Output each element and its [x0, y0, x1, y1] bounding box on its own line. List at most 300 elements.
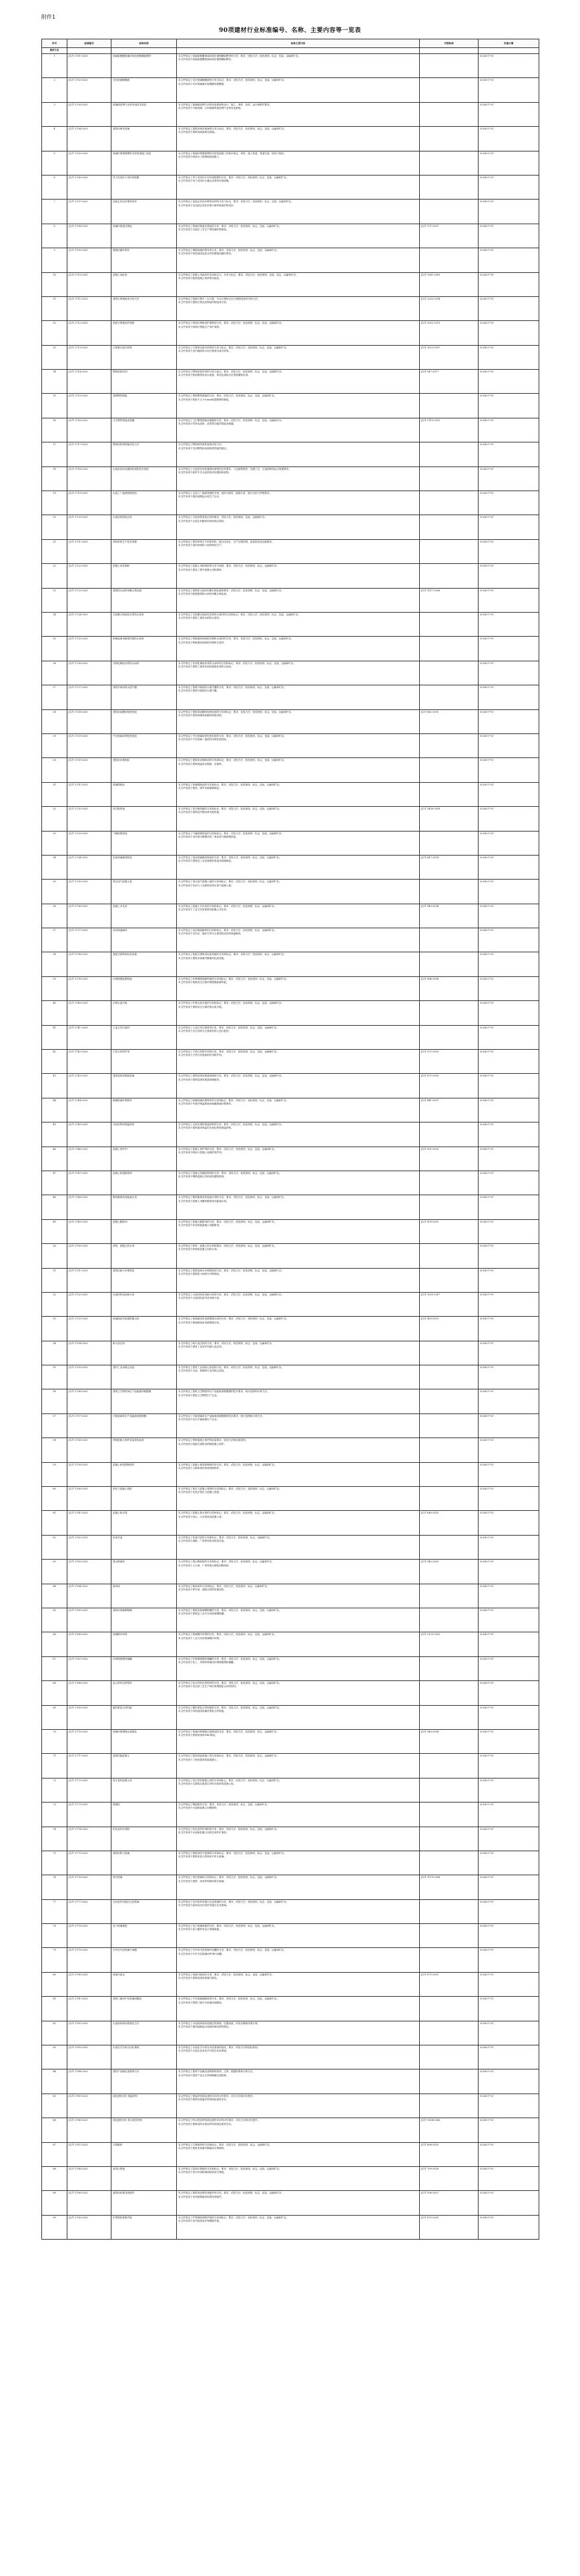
- content-paragraph: 本文件适用于以湿法工艺生产的玻璃纤维薄毡。: [178, 228, 229, 232]
- standard-name: 真空绝热板: [111, 807, 177, 831]
- content-paragraph: 本文件适用于建筑工程用非固化橡胶沥青防水涂料。: [178, 665, 234, 669]
- table-row: [42, 1462, 539, 1486]
- replaced-standard: [420, 1803, 479, 1827]
- standard-name: 再生骨料混凝土砖: [111, 1778, 177, 1802]
- row-number: 54: [42, 1341, 67, 1365]
- implementation-date: 2024-07-01: [479, 2215, 539, 2239]
- standard-code: JC/T 2758-2023: [67, 1438, 111, 1462]
- standard-code: JC/T 2736-2023: [67, 904, 111, 928]
- standard-code: JC/T 2751-2023: [67, 1268, 111, 1292]
- standard-content: [177, 1413, 420, 1437]
- implementation-date: 2024-07-01: [479, 2166, 539, 2190]
- row-number: 9: [42, 248, 67, 272]
- row-number: 10: [42, 272, 67, 296]
- content-paragraph: 本文件规定了石膏基自流平砂浆的分类与标记、要求、试验方法、检验规则、标志、包装、运输和贮存。: [178, 346, 289, 349]
- standard-code: JC/T 2744-2023: [67, 1098, 111, 1122]
- row-number: 34: [42, 855, 67, 879]
- standard-code: JC/T 2734-2023: [67, 855, 111, 879]
- implementation-date: 2024-07-01: [479, 102, 539, 126]
- implementation-date: 2024-07-01: [479, 782, 539, 806]
- implementation-date: 2024-07-01: [479, 2045, 539, 2069]
- table-row: [42, 1584, 539, 1608]
- table-row: [42, 1341, 539, 1365]
- table-row: [42, 1608, 539, 1632]
- replaced-standard: [420, 200, 479, 224]
- standard-name: 低辐射镀膜玻璃用氧化铟锡溅射靶材: [111, 54, 177, 78]
- table-row: [42, 1195, 539, 1219]
- standard-code: JC/T 2741-2023: [67, 1025, 111, 1049]
- replaced-standard: JC/T 2115-2012: [420, 418, 479, 442]
- row-number: 58: [42, 1438, 67, 1462]
- content-paragraph: 本文件规定了水泥用铁质校正料的要求、试验方法、检验规则、包装、运输和贮存。: [178, 516, 267, 519]
- standard-content: [177, 807, 420, 831]
- row-number: 73: [42, 1803, 67, 1827]
- row-number: 16: [42, 418, 67, 442]
- row-number: 19: [42, 491, 67, 515]
- content-paragraph: 本文件适用于结构加固及复合材料增强用碳纤维布。: [178, 252, 234, 256]
- content-paragraph: 本文件适用于配制建筑防水涂料用聚合物乳液。: [178, 592, 229, 595]
- standard-name: 连续玄武岩纤维短切纱: [111, 200, 177, 224]
- standard-name: 装配式建筑用轻质条板: [111, 952, 177, 976]
- content-paragraph: 本文件规定了复合材料拉挤型材的分类、要求、试验方法、检验规则、标志、包装、运输和贮存。: [178, 1682, 282, 1685]
- implementation-date: 2024-07-01: [479, 2021, 539, 2045]
- content-paragraph: 本文件规定了真空绝热板的分类和标记、要求、试验方法、检验规则、标志、包装、运输和贮存。: [178, 808, 282, 811]
- implementation-date: 2024-07-01: [479, 248, 539, 272]
- content-paragraph: 本文件规定了建筑卫生陶瓷单位产品能源消耗限额的技术要求、统计范围和计算方法。: [178, 1390, 270, 1393]
- table-row: [42, 515, 539, 539]
- content-paragraph: 本文件规定了烧结保温砌块的分类和标记、要求、试验方法、检验规则、标志、运输和贮存。: [178, 929, 277, 932]
- replaced-standard: JC/T 901-2002: [420, 1147, 479, 1171]
- replaced-standard: [420, 1389, 479, 1413]
- standard-name: 无机轻集料保温砂浆: [111, 1122, 177, 1147]
- content-paragraph: 本文件规定了建筑用耐火纤维制品的分类、要求、试验方法、检验规则、标志、包装、运输和贮存。: [178, 1269, 284, 1272]
- table-row: [42, 904, 539, 928]
- standard-content: [177, 54, 420, 78]
- standard-code: JC/T 2779-2023: [67, 1948, 111, 1972]
- row-number: 11: [42, 296, 67, 320]
- row-number: 57: [42, 1413, 67, 1437]
- content-paragraph: 本文件规定了混凝土排水管的分类和标记、要求、试验方法、检验规则、标志、运输和贮存。: [178, 1512, 277, 1515]
- table-row: [42, 1875, 539, 1899]
- table-row: [42, 2045, 539, 2069]
- content-paragraph: 本文件适用于显示器件用电子玻璃基板。: [178, 1928, 222, 1931]
- standard-content: [177, 1972, 420, 1996]
- replaced-standard: [420, 1025, 479, 1049]
- standard-code: JC/T 2701-2023: [67, 54, 111, 78]
- table-row: [42, 685, 539, 709]
- section-label: 建材行业: [42, 48, 67, 54]
- table-row: [42, 175, 539, 199]
- table-row: [42, 1365, 539, 1389]
- content-paragraph: 本文件适用于建筑及工业平台用玻璃钢格栅。: [178, 1612, 226, 1616]
- content-paragraph: 本文件规定了纸面石膏板用护面纸的分类、要求、试验方法、检验规则、标志、包装、运输和贮存。: [178, 322, 284, 325]
- replaced-standard: [420, 2045, 479, 2069]
- row-number: 33: [42, 831, 67, 855]
- row-number: 39: [42, 976, 67, 1000]
- table-row: [42, 1972, 539, 1996]
- col-header-name: 标准名称: [111, 39, 177, 48]
- standard-code: JC/T 2709-2023: [67, 248, 111, 272]
- standard-code: JC/T 2756-2023: [67, 1389, 111, 1413]
- standard-code: JC/T 2738-2023: [67, 952, 111, 976]
- replaced-standard: [420, 1487, 479, 1511]
- content-paragraph: 本文件规定了建筑用玻璃钢格栅的分类、要求、试验方法、检验规则、标志、包装、运输和贮存。: [178, 1609, 282, 1612]
- standard-name: 混凝土膨胀剂: [111, 1219, 177, 1243]
- content-paragraph: 本文件适用于结构加固用碳纤维复合材料板。: [178, 1709, 226, 1712]
- standard-content: [177, 685, 420, 709]
- content-paragraph: 本文件适用于光伏玻璃减反射镀膜用镀膜液。: [178, 82, 226, 85]
- col-header-replaced: 代替标准: [420, 39, 479, 48]
- replaced-standard: JC/T 670-2005: [420, 2215, 479, 2239]
- attachment-label: 附件1: [41, 14, 56, 20]
- implementation-date: 2024-07-01: [479, 1317, 539, 1341]
- standard-content: [177, 661, 420, 685]
- content-paragraph: 本文件适用于给排水工程埋地管道施工。: [178, 155, 222, 158]
- implementation-date: 2024-07-01: [479, 515, 539, 539]
- content-paragraph: 本文件规定了碳纤维复合材料板的分类、要求、试验方法、检验规则、标志、包装、运输和贮存。: [178, 1706, 282, 1709]
- replaced-standard: [420, 880, 479, 904]
- standard-code: JC/T 2731-2023: [67, 782, 111, 806]
- standard-code: JC/T 2749-2023: [67, 1219, 111, 1243]
- content-paragraph: 本文件适用于平板玻璃、日用玻璃等熔窑烟气余热发电系统。: [178, 107, 244, 110]
- table-row: [42, 1560, 539, 1584]
- standard-content: [177, 564, 420, 588]
- content-paragraph: 本文件规定了种植屋面用耐根穿刺防水卷材的分类、要求、试验方法、检验规则、标志、包装、运输和贮存。: [178, 637, 294, 641]
- content-paragraph: 本文件适用于汽车夹层玻璃用PVB中间膜。: [178, 1952, 224, 1955]
- replaced-standard: [420, 1899, 479, 1923]
- content-paragraph: 本文件规定了装配式建筑用轻质条板的分类和标记、要求、试验方法、检验规则、标志、运输和贮存。: [178, 953, 286, 956]
- content-paragraph: 本文件适用于喷涂于混凝土表面的养护剂。: [178, 1151, 224, 1154]
- standard-content: [177, 1754, 420, 1778]
- row-number: 67: [42, 1656, 67, 1680]
- implementation-date: 2024-07-01: [479, 1875, 539, 1899]
- row-number: 31: [42, 782, 67, 806]
- replaced-standard: [420, 1584, 479, 1608]
- standard-content: [177, 1001, 420, 1025]
- row-number: 84: [42, 2069, 67, 2094]
- document-title: 90项建材行业标准编号、名称、主要内容等一览表: [218, 27, 362, 34]
- implementation-date: 2024-07-01: [479, 1025, 539, 1049]
- replaced-standard: [420, 782, 479, 806]
- standard-name: 混凝土用机制砂: [111, 564, 177, 588]
- replaced-standard: JC/T 640-2010: [420, 1511, 479, 1535]
- content-paragraph: 本文件规定了植草砖的分类和标记、要求、试验方法、检验规则、标志、运输和贮存。: [178, 1584, 270, 1588]
- content-paragraph: 本文件适用于建筑非承重内隔墙用石膏砌块。: [178, 2146, 226, 2150]
- replaced-standard: [420, 2021, 479, 2045]
- standard-content: [177, 2094, 420, 2118]
- standard-content: [177, 880, 420, 904]
- content-paragraph: 本文件规定了气凝胶绝热毡的分类和标记、要求、试验方法、检验规则、标志、包装、运输和贮存。: [178, 832, 284, 835]
- replaced-standard: [420, 1535, 479, 1559]
- table-row: [42, 1050, 539, 1074]
- table-row: [42, 782, 539, 806]
- content-paragraph: 本文件规定了防水密封材料绿色建材评价的评价要求、评价方法和评价程序。: [178, 2119, 260, 2122]
- replaced-standard: JC/T 872-2000: [420, 1074, 479, 1098]
- standard-name: 建筑用岩棉制品: [111, 758, 177, 782]
- content-paragraph: 本文件适用于各类陶瓷砖表面防滑性能的测定。: [178, 446, 229, 450]
- standard-code: JC/T 2720-2023: [67, 515, 111, 539]
- content-paragraph: 本文件规定了玻璃熔窑烟气余热发电系统的设计、施工、调试、验收、运行和维护要求。: [178, 103, 272, 106]
- standard-code: JC/T 2790-2023: [67, 2215, 111, 2239]
- standard-content: [177, 952, 420, 976]
- standard-name: 耐碱玻璃纤维网布: [111, 1098, 177, 1122]
- replaced-standard: [420, 1001, 479, 1025]
- implementation-date: 2024-07-01: [479, 1268, 539, 1292]
- standard-name: 水泥胶砂流动度测定方法: [111, 2021, 177, 2045]
- standard-name: 建筑用调光玻璃: [111, 127, 177, 151]
- implementation-date: 2024-07-01: [479, 1924, 539, 1948]
- standard-name: 烧结保温砌块: [111, 928, 177, 952]
- standard-code: JC/T 2771-2023: [67, 1754, 111, 1778]
- row-number: 66: [42, 1632, 67, 1656]
- replaced-standard: [420, 758, 479, 782]
- table-row: [42, 588, 539, 612]
- content-paragraph: 本文件适用于工程用超高性能混凝土。: [178, 1758, 220, 1761]
- standard-name: 建筑装饰用微晶玻璃: [111, 1074, 177, 1098]
- implementation-date: 2024-07-01: [479, 394, 539, 418]
- replaced-standard: JC/T 2450-2018: [420, 807, 479, 831]
- table-row: [42, 442, 539, 466]
- row-number: 13: [42, 345, 67, 369]
- standard-content: [177, 272, 420, 296]
- content-paragraph: 本文件适用于建筑墙体保温用无机轻集料保温砂浆。: [178, 1126, 234, 1130]
- table-row: [42, 1681, 539, 1705]
- standard-name: 水泥用铁质校正料: [111, 515, 177, 539]
- standard-content: [177, 1244, 420, 1268]
- standard-code: JC/T 2705-2023: [67, 151, 111, 175]
- implementation-date: 2024-07-01: [479, 2191, 539, 2215]
- implementation-date: 2024-07-01: [479, 1122, 539, 1147]
- implementation-date: 2024-07-01: [479, 2094, 539, 2118]
- row-number: 76: [42, 1875, 67, 1899]
- standard-content: [177, 2021, 420, 2045]
- content-paragraph: 本文件适用于低辐射镀膜玻璃用氧化铟锡溅射靶材。: [178, 58, 234, 61]
- standard-content: [177, 1462, 420, 1486]
- standard-code: JC/T 2735-2023: [67, 880, 111, 904]
- row-number: 27: [42, 685, 67, 709]
- standard-content: [177, 1341, 420, 1365]
- row-number: 22: [42, 564, 67, 588]
- standard-code: JC/T 2747-2023: [67, 1171, 111, 1195]
- standard-code: JC/T 2774-2023: [67, 1827, 111, 1851]
- content-paragraph: 本文件规定了建筑用防火玻璃的分类和标记、要求、试验方法、检验规则、标志、包装、运输和贮存。: [178, 1851, 286, 1855]
- table-row: [42, 2215, 539, 2239]
- row-number: 61: [42, 1511, 67, 1535]
- implementation-date: 2024-07-01: [479, 1827, 539, 1851]
- content-paragraph: 本文件适用于建筑工程用自粘防水卷材。: [178, 617, 222, 620]
- row-number: 28: [42, 709, 67, 733]
- table-header-row: [42, 39, 539, 48]
- row-number: 2: [42, 78, 67, 102]
- content-paragraph: 本文件适用于钢筋混凝土结构用防腐阻锈剂。: [178, 1175, 226, 1179]
- col-header-no: 序号: [42, 39, 67, 48]
- row-number: 8: [42, 224, 67, 248]
- standard-content: [177, 1219, 420, 1243]
- standard-name: 粒化高炉矿渣粉: [111, 1827, 177, 1851]
- content-paragraph: 本文件规定了水泥窑协同处置固体废物的总体要求、入窑废物特性、处置工艺、污染控制和运行管理要求。: [178, 467, 291, 470]
- table-row: [42, 394, 539, 418]
- content-paragraph: 本文件规定了无机轻集料保温砂浆的分类、要求、试验方法、检验规则、标志、包装、运输和贮存。: [178, 1123, 284, 1126]
- standard-name: 纸面石膏板用护面纸: [111, 321, 177, 345]
- standard-name: 非固化橡胶沥青防水涂料: [111, 661, 177, 685]
- standard-content: [177, 1803, 420, 1827]
- standard-name: 玻璃马赛克: [111, 1972, 177, 1996]
- table-row: [42, 2166, 539, 2190]
- standard-name: 纤维增强塑料储罐: [111, 1656, 177, 1680]
- implementation-date: 2024-07-01: [479, 709, 539, 733]
- content-paragraph: 本文件适用于建筑用无石棉纤维水泥平板。: [178, 1005, 224, 1008]
- implementation-date: 2024-07-01: [479, 1705, 539, 1729]
- standard-code: JC/T 2726-2023: [67, 661, 111, 685]
- implementation-date: 2024-07-01: [479, 1681, 539, 1705]
- standard-content: [177, 1098, 420, 1122]
- standard-content: [177, 1729, 420, 1753]
- content-paragraph: 本文件适用于建筑及冷链用真空绝热板。: [178, 811, 222, 814]
- table-row: [42, 1632, 539, 1656]
- content-paragraph: 本文件适用于补偿收缩混凝土用膨胀剂。: [178, 1224, 222, 1227]
- replaced-standard: [420, 661, 479, 685]
- table-row: [42, 1001, 539, 1025]
- standard-content: [177, 1317, 420, 1341]
- row-number: 69: [42, 1705, 67, 1729]
- content-paragraph: 本文件规定了泡沫玻璃绝热制品的分类、要求、试验方法、检验规则、标志、包装、运输和贮存。: [178, 856, 282, 859]
- standard-code: JC/T 2745-2023: [67, 1122, 111, 1147]
- replaced-standard: [420, 612, 479, 636]
- standard-code: JC/T 2713-2023: [67, 345, 111, 369]
- replaced-standard: JC/T 841-2007: [420, 1098, 479, 1122]
- replaced-standard: JC/T 698-2010: [420, 2142, 479, 2166]
- standard-name: 水泥工厂能源管理规范: [111, 491, 177, 515]
- content-paragraph: 本文件规定了水泥胶砂流动度测定的原理、仪器设备、试验步骤和结果计算。: [178, 2021, 260, 2025]
- replaced-standard: JC/T 799-2016: [420, 2166, 479, 2190]
- standard-name: 水泥化学分析自动化系统: [111, 2045, 177, 2069]
- standard-content: [177, 1948, 420, 1972]
- row-number: 62: [42, 1535, 67, 1559]
- replaced-standard: [420, 564, 479, 588]
- standard-content: [177, 1195, 420, 1219]
- implementation-date: 2024-07-01: [479, 296, 539, 320]
- standard-content: [177, 248, 420, 272]
- table-row: [42, 880, 539, 904]
- table-row: [42, 466, 539, 491]
- standard-code: JC/T 2770-2023: [67, 1729, 111, 1753]
- replaced-standard: [420, 685, 479, 709]
- standard-content: [177, 733, 420, 757]
- standard-code: JC/T 2777-2023: [67, 1899, 111, 1923]
- table-row: [42, 733, 539, 757]
- standard-content: [177, 539, 420, 563]
- standard-code: JC/T 2789-2023: [67, 2191, 111, 2215]
- implementation-date: 2024-07-01: [479, 1341, 539, 1365]
- row-number: 89: [42, 2191, 67, 2215]
- content-paragraph: 本文件适用于厚度不大于6 mm的建筑陶瓷薄板。: [178, 398, 231, 401]
- standard-content: [177, 855, 420, 879]
- standard-content: [177, 1608, 420, 1632]
- standard-content: [177, 175, 420, 199]
- table-row: [42, 1389, 539, 1413]
- replaced-standard: [420, 1997, 479, 2021]
- content-paragraph: 本文件规定了建筑防水涂料用聚合物乳液的要求、试验方法、检验规则、标志、包装、运输和贮存。: [178, 589, 284, 592]
- standard-content: [177, 1050, 420, 1074]
- table-row: [42, 2142, 539, 2166]
- table-row: [42, 102, 539, 126]
- standard-name: 汽车用夹层玻璃中间膜: [111, 1948, 177, 1972]
- standard-code: JC/T 2775-2023: [67, 1851, 111, 1875]
- table-row: [42, 1147, 539, 1171]
- implementation-date: 2024-07-01: [479, 831, 539, 855]
- implementation-date: 2024-07-01: [479, 661, 539, 685]
- standard-content: [177, 1560, 420, 1584]
- standards-table: [41, 39, 539, 2240]
- table-row: [42, 1171, 539, 1195]
- standard-code: JC/T 2786-2023: [67, 2118, 111, 2142]
- standard-code: JC/T 2717-2023: [67, 442, 111, 466]
- content-paragraph: 本文件规定了建筑石膏中二水石膏、半水石膏和无水石膏相组成的分析方法。: [178, 297, 260, 300]
- replaced-standard: [420, 54, 479, 78]
- row-number: 30: [42, 758, 67, 782]
- row-number: 56: [42, 1389, 67, 1413]
- implementation-date: 2024-07-01: [479, 976, 539, 1000]
- implementation-date: 2024-07-01: [479, 127, 539, 151]
- replaced-standard: [420, 78, 479, 102]
- replaced-standard: [420, 2069, 479, 2094]
- standard-code: JC/T 2715-2023: [67, 394, 111, 418]
- implementation-date: 2024-07-01: [479, 952, 539, 976]
- standard-code: JC/T 2718-2023: [67, 466, 111, 491]
- row-number: 63: [42, 1560, 67, 1584]
- standard-name: 聚羧酸系高性能减水剂: [111, 1195, 177, 1219]
- content-paragraph: 本文件适用于天然石材表面防护用防护剂。: [178, 1054, 224, 1057]
- replaced-standard: [420, 1268, 479, 1292]
- content-paragraph: 本文件适用于室内装饰用矿物棉吸声板。: [178, 2220, 222, 2223]
- standard-code: JC/T 2750-2023: [67, 1244, 111, 1268]
- standard-name: 光伏组件用超白压花玻璃: [111, 1899, 177, 1923]
- standard-name: 建筑用硅酮结构密封胶: [111, 709, 177, 733]
- implementation-date: 2024-07-01: [479, 1050, 539, 1074]
- standard-content: [177, 1705, 420, 1729]
- table-row: [42, 807, 539, 831]
- implementation-date: 2024-07-01: [479, 1244, 539, 1268]
- content-paragraph: 本文件适用于水泥和混凝土用粒化高炉矿渣粉。: [178, 1831, 229, 1834]
- table-row: [42, 855, 539, 879]
- implementation-date: 2024-07-01: [479, 1972, 539, 1996]
- implementation-date: 2024-07-01: [479, 904, 539, 928]
- table-row: [42, 1292, 539, 1316]
- replaced-standard: JC/T 875-2001: [420, 1972, 479, 1996]
- standard-content: [177, 2069, 420, 2094]
- replaced-standard: [420, 1195, 479, 1219]
- standard-code: JC/T 2761-2023: [67, 1511, 111, 1535]
- standard-code: JC/T 2748-2023: [67, 1195, 111, 1219]
- table-row: [42, 1924, 539, 1948]
- content-paragraph: 本文件适用于装配式建筑用预制混凝土构件。: [178, 1442, 226, 1445]
- standard-content: [177, 321, 420, 345]
- row-number: 78: [42, 1924, 67, 1948]
- content-paragraph: 本文件规定了陶瓷砖粘结剂的分类与标记、要求、试验方法、检验规则、标志、包装、运输和贮存。: [178, 370, 284, 374]
- standard-code: JC/T 2759-2023: [67, 1462, 111, 1486]
- row-number: 81: [42, 1997, 67, 2021]
- standard-name: 建筑石膏相组成分析方法: [111, 296, 177, 320]
- standard-code: JC/T 2711-2023: [67, 296, 111, 320]
- content-paragraph: 本文件规定了电子玻璃基板的分类、要求、试验方法、检验规则、标志、包装、运输和贮存。: [178, 1925, 277, 1928]
- replaced-standard: JC/T 945-2005: [420, 1560, 479, 1584]
- row-number: 25: [42, 637, 67, 661]
- table-row: [42, 1705, 539, 1729]
- content-paragraph: 本文件规定了混凝土用硅灰的术语和定义、分类与标记、要求、试验方法、检验规则、包装、标志、运输和贮存。: [178, 273, 298, 276]
- content-paragraph: 本文件适用于建筑用防水密封材料的绿色建材评价。: [178, 2122, 234, 2126]
- implementation-date: 2024-07-01: [479, 321, 539, 345]
- content-paragraph: 本文件适用于以页岩、煤矸石等为主要原料烧结的保温砌块。: [178, 932, 244, 936]
